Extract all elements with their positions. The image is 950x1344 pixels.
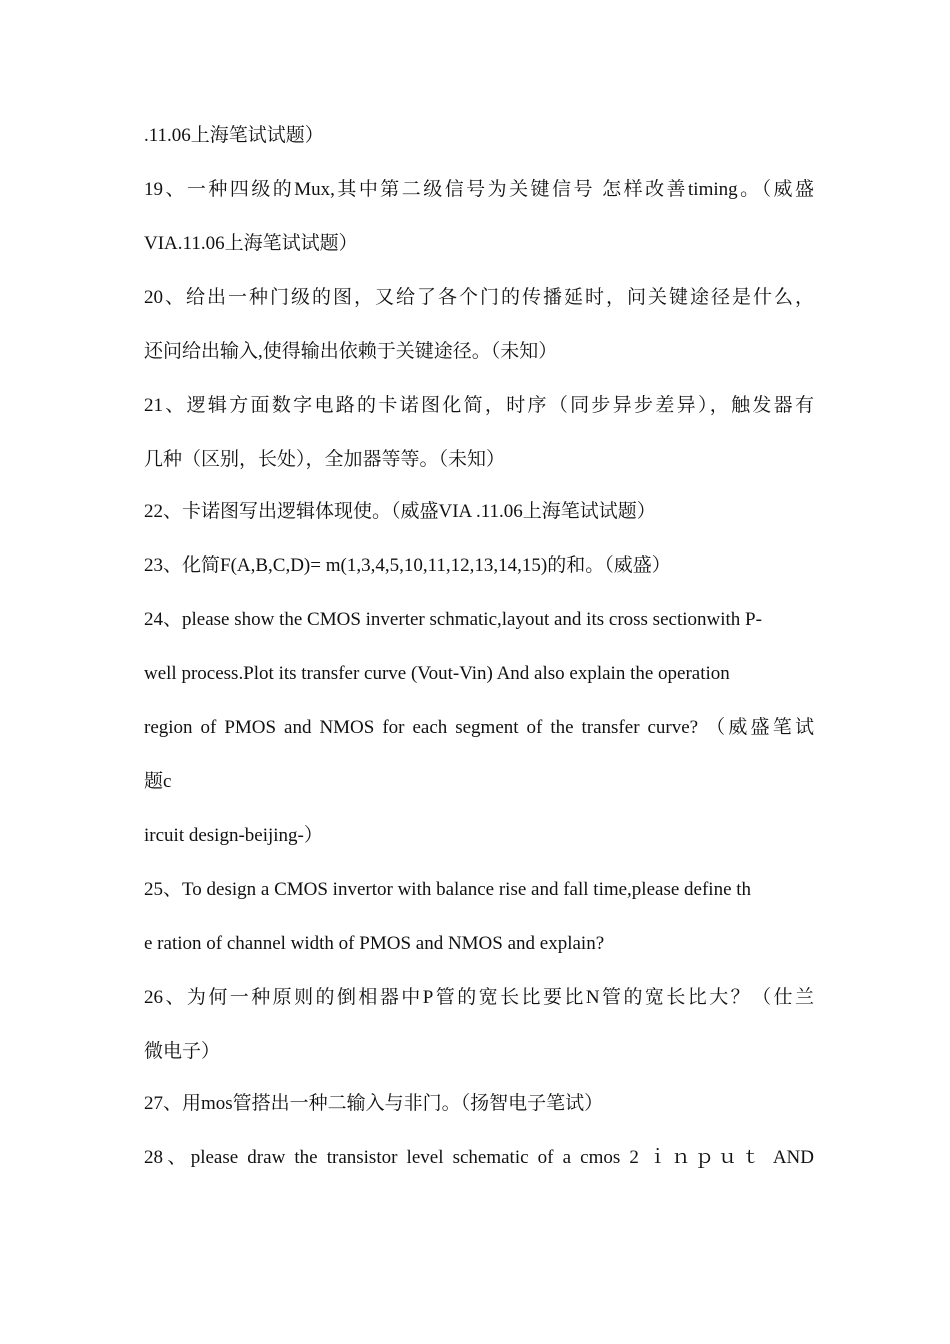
text-line-20: 28、please draw the transistor level schematic of a cmos 2 ｉｎｐｕｔ AND [144,1147,814,1168]
text-line-6: 21、逻辑方面数字电路的卡诺图化简，时序（同步异步差异），触发器有 [144,395,814,416]
text-line-8: 22、卡诺图写出逻辑体现使。（威盛VIA .11.06上海笔试试题） [144,501,656,522]
text-line-13: 题c [144,771,172,792]
text-line-1: .11.06上海笔试试题） [144,125,324,146]
text-line-17: 26、为何一种原则的倒相器中P管的宽长比要比N管的宽长比大？（仕兰 [144,987,814,1008]
text-line-3: VIA.11.06上海笔试试题） [144,233,358,254]
text-line-4: 20、给出一种门级的图，又给了各个门的传播延时，问关键途径是什么， [144,287,814,308]
text-line-18: 微电子） [144,1041,221,1062]
text-line-12: region of PMOS and NMOS for each segment of the transfer curve? （威盛笔试 [144,717,814,738]
text-line-14: ircuit design-beijing-） [144,825,323,846]
text-line-15: 25、To design a CMOS invertor with balance rise and fall time,please define th [144,879,752,900]
text-line-2: 19、一种四级的Mux,其中第二级信号为关键信号 怎样改善timing。（威盛 [144,179,814,200]
text-line-10: 24、please show the CMOS inverter schmatic,layout and its cross sectionwith P- [144,609,762,630]
text-line-5: 还问给出输入,使得输出依赖于关键途径。（未知） [144,341,558,362]
text-line-16: e ration of channel width of PMOS and NMOS and explain? [144,933,605,954]
text-line-11: well process.Plot its transfer curve (Vout-Vin) And also explain the operation [144,663,730,684]
text-line-19: 27、用mos管搭出一种二输入与非门。（扬智电子笔试） [144,1093,604,1114]
text-line-9: 23、化简F(A,B,C,D)= m(1,3,4,5,10,11,12,13,14,15)的和。（威盛） [144,555,671,576]
text-line-7: 几种（区别，长处），全加器等等。（未知） [144,449,506,470]
